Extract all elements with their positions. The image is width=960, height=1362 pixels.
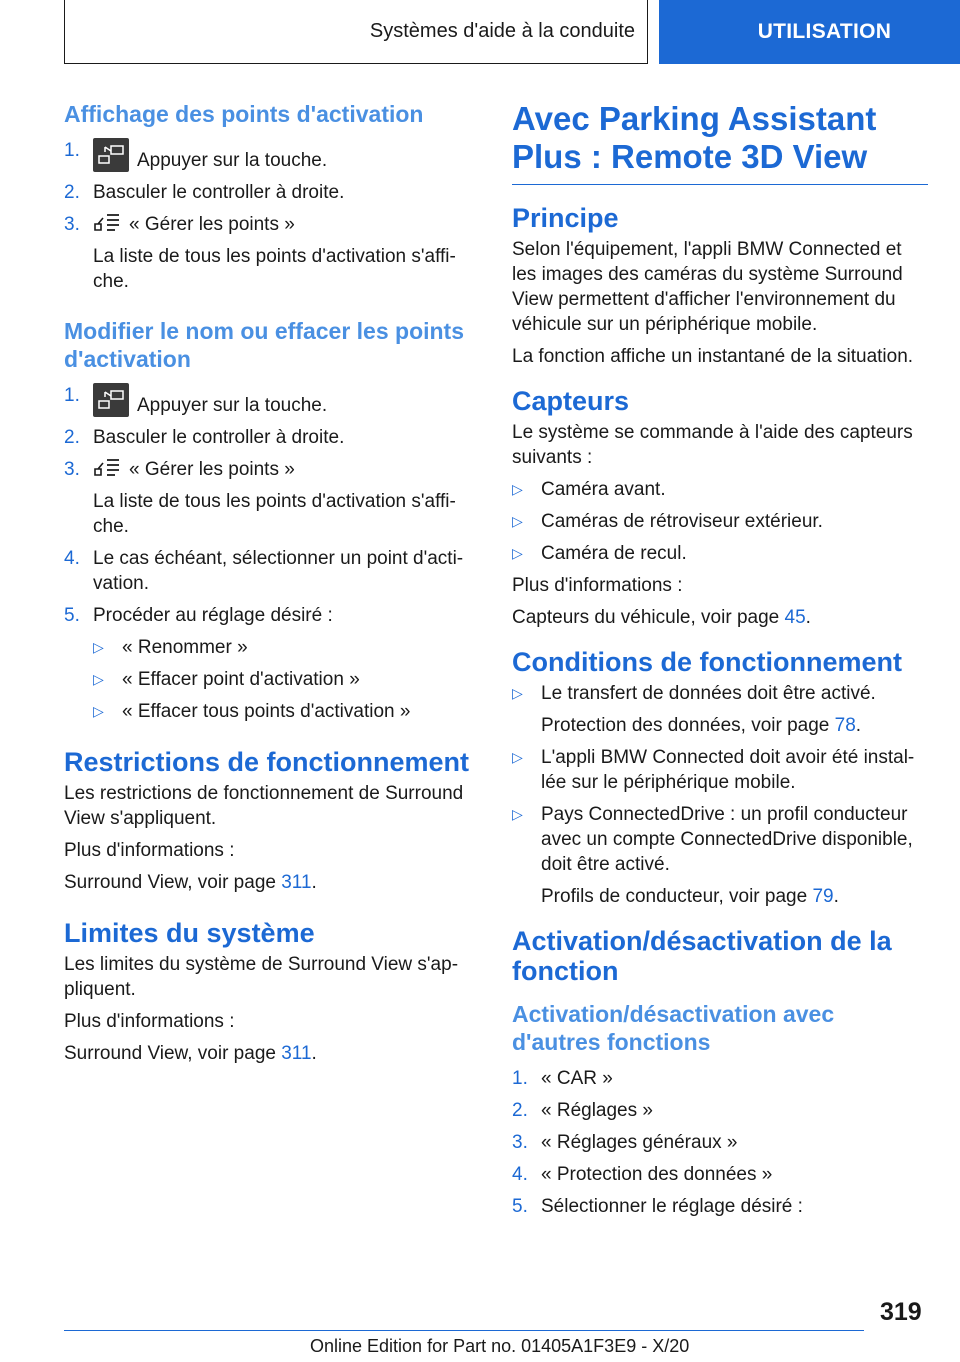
heading-restrictions: Restrictions de fonctionnement [64,747,470,777]
step-number: 5. [512,1196,528,1217]
step-text: « Réglages » [541,1100,653,1121]
step-text: Basculer le controller à droite. [93,427,345,448]
paragraph: Plus d'informations : [64,840,235,861]
step-number: 3. [512,1132,528,1153]
bullet-text: L'appli BMW Connected doit avoir été instal-lée sur le périphérique mobile. [541,747,915,793]
bullet-triangle-icon: ▷ [93,703,104,719]
paragraph: Plus d'informations : [64,1011,235,1032]
bullet-text: « Renommer » [122,637,248,658]
heading-limites: Limites du système [64,918,315,948]
title-rule [512,184,928,185]
bullet-note [541,713,928,738]
bullet-triangle-icon: ▷ [512,749,523,765]
reference-text: Protection des données, voir page [541,715,835,736]
page-link[interactable]: 78 [834,715,856,736]
step-number: 2. [64,182,80,203]
list-item [512,541,928,566]
step-text: Procéder au réglage désiré : [93,605,333,626]
bullet-note [541,884,928,909]
heading-conditions: Conditions de fonctionnement [512,647,902,677]
step [512,1194,928,1219]
reference-text: Capteurs du véhicule, voir page [512,607,785,628]
bullet-text: Caméra de recul. [541,543,687,564]
parking-button-icon [93,138,129,172]
bullet-text: Pays ConnectedDrive : un profil conducteur avec un compte ConnectedDrive disponible, doit être activé. [541,804,913,875]
bullet-text: Caméra avant. [541,479,666,500]
bullet-triangle-icon: ▷ [512,545,523,561]
step-number: 2. [64,427,80,448]
step-text: Sélectionner le réglage désiré : [541,1196,803,1217]
paragraph-reference [64,1041,478,1066]
reference-text: Surround View, voir page [64,1043,282,1064]
reference-end: . [833,886,839,907]
bullet-text: « Effacer tous points d'activation » [122,701,411,722]
reference-end: . [311,1043,317,1064]
heading-principe: Principe [512,203,619,233]
footer-rule [64,1330,864,1331]
footer-edition: Online Edition for Part no. 01405A1F3E9 - X/20 [310,1336,690,1356]
bullet-triangle-icon: ▷ [93,639,104,655]
reference-text: Surround View, voir page [64,872,282,893]
header-chapter-label: UTILISATION [757,20,892,43]
reference-end: . [311,872,317,893]
list-item [93,699,478,724]
page-link[interactable]: 311 [281,872,312,893]
step-text: « Réglages généraux » [541,1132,738,1153]
step [64,383,478,418]
step [512,1162,928,1187]
step [64,603,478,628]
step-note: La liste de tous les points d'activation s'affi-che. [93,491,456,537]
reference-end: . [855,715,862,736]
heading-capteurs: Capteurs [512,386,630,416]
step [64,457,478,482]
paragraph: Plus d'informations : [512,575,683,596]
list-item [93,635,478,660]
step [64,546,478,596]
bullet-triangle-icon: ▷ [512,685,523,701]
heading-activation: Activation/désactivation de la fonction [512,926,892,986]
step-number: 3. [64,214,80,235]
left-column [64,100,478,1073]
step-number: 5. [64,605,80,626]
bullet-triangle-icon: ▷ [512,481,523,497]
header-section [64,0,648,64]
bullet-triangle-icon: ▷ [93,671,104,687]
step [64,425,478,450]
list-item [512,681,928,706]
step [64,180,478,205]
paragraph: Selon l'équipement, l'appli BMW Connected et les images des caméras du système Surround View permettent d'afficher l'environnement du véhicule sur un périphérique mobile. [512,239,903,335]
step-number: 1. [512,1068,528,1089]
list-item [93,667,478,692]
step [64,138,478,173]
manage-points-icon [93,212,123,234]
main-title: Avec Parking Assistant Plus : Remote 3D View [512,100,877,175]
heading-activation-sub: Activation/désactivation avec d'autres fonctions [512,1001,835,1055]
step-text: Appuyer sur la touche. [137,395,328,416]
bullet-text: « Effacer point d'activation » [122,669,360,690]
manage-points-icon [93,457,123,479]
parking-button-icon [93,383,129,417]
step [512,1130,928,1155]
paragraph: La fonction affiche un instantané de la situation. [512,346,914,367]
list-item [512,802,928,877]
page-link[interactable]: 45 [784,607,806,628]
paragraph: Les restrictions de fonctionnement de Surround View s'appliquent. [64,783,464,829]
step-number: 4. [512,1164,528,1185]
header-section-label: Systèmes d'aide à la conduite [369,20,635,42]
step [512,1066,928,1091]
paragraph: Les limites du système de Surround View s'ap-pliquent. [64,954,459,1000]
step-text: « CAR » [541,1068,613,1089]
step-number: 2. [512,1100,528,1121]
step-number: 3. [64,459,80,480]
step-text: Le cas échéant, sélectionner un point d'acti-vation. [93,548,464,594]
bullet-text: Caméras de rétroviseur extérieur. [541,511,823,532]
bullet-text: Le transfert de données doit être activé. [541,683,876,704]
list-item [512,745,928,795]
paragraph-reference [64,870,478,895]
step-text: Appuyer sur la touche. [137,150,328,171]
step-text: « Gérer les points » [129,214,295,235]
page-link[interactable]: 79 [812,886,834,907]
step-number: 1. [64,140,80,161]
step-number: 1. [64,385,80,406]
reference-text: Profils de conducteur, voir page [541,886,813,907]
step-text: Basculer le controller à droite. [93,182,345,203]
step [512,1098,928,1123]
step-number: 4. [64,548,80,569]
step-text: « Protection des données » [541,1164,773,1185]
paragraph-reference [512,605,928,630]
heading-affichage: Affichage des points d'activation [64,101,424,127]
page-link[interactable]: 311 [281,1043,312,1064]
heading-modifier: Modifier le nom ou effacer les points d'activation [64,318,465,372]
bullet-triangle-icon: ▷ [512,806,523,822]
page-number: 319 [880,1298,922,1326]
step-note: La liste de tous les points d'activation s'affi-che. [93,246,456,292]
reference-end: . [805,607,811,628]
bullet-triangle-icon: ▷ [512,513,523,529]
step [64,212,478,237]
right-column [512,100,928,1226]
list-item [512,477,928,502]
list-item [512,509,928,534]
header-chapter [659,0,960,64]
step-text: « Gérer les points » [129,459,295,480]
paragraph: Le système se commande à l'aide des capteurs suivants : [512,422,913,468]
